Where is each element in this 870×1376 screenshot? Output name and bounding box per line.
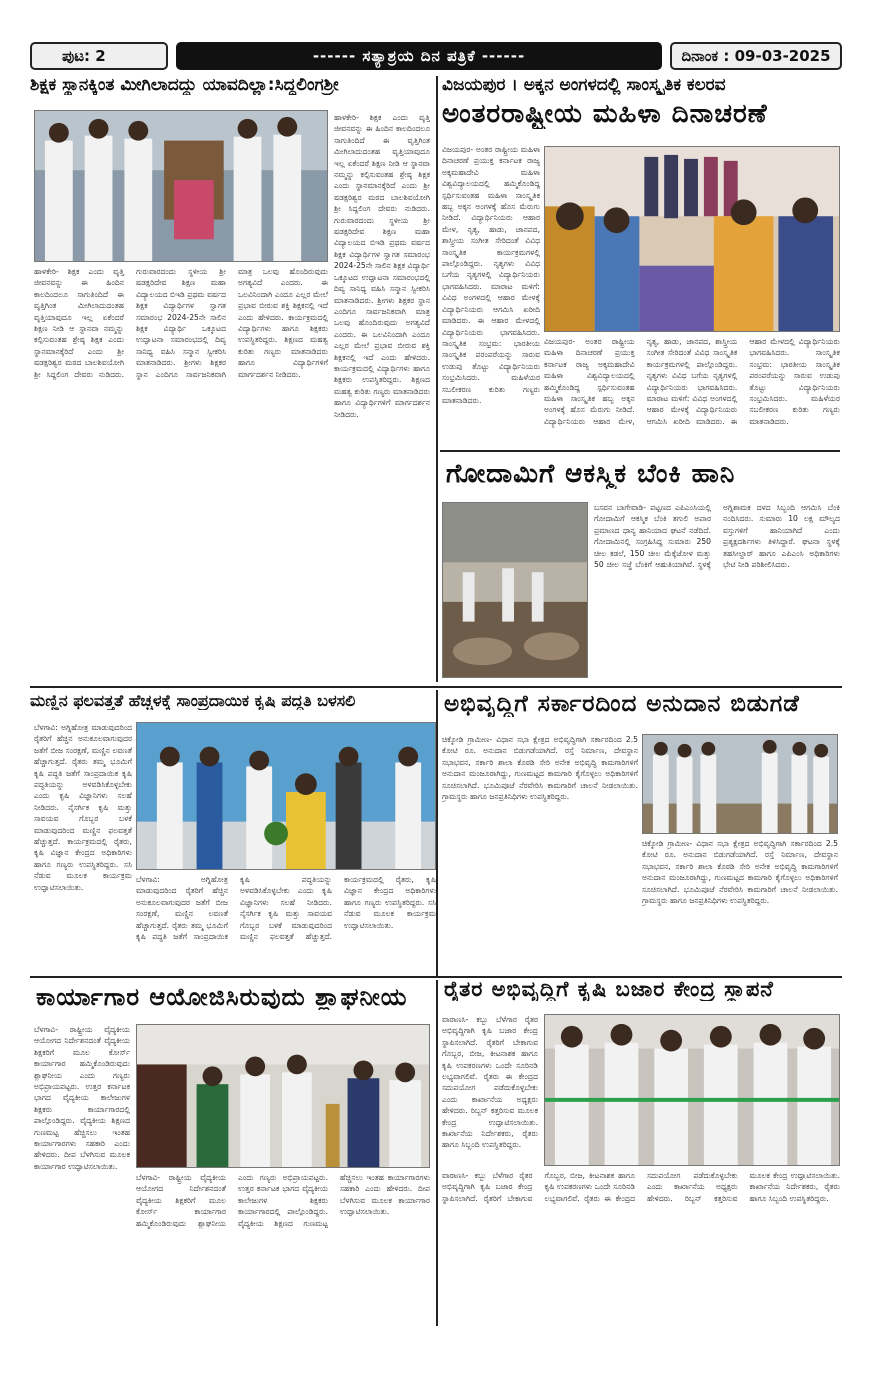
story1-headline: ಶಿಕ್ಷಕ ಸ್ಥಾನಕ್ಕಿಂತ ಮೀಗಿಲಾದದ್ದು ಯಾವದಿಲ್ಲಾ:ಸಿದ್ದಲಿಂಗಶ್ರೀ bbox=[30, 76, 339, 95]
story6-headline: ಕಾರ್ಯಾಗಾರ ಆಯೋಜಿಸಿರುವುದು ಶ್ಲಾಘನೀಯ bbox=[36, 984, 408, 1011]
story7-body-cont: ವಾರಾಣಸಿ- ಕಬ್ಬು ಬೆಳೆಗಾರ ರೈತರ ಅಭಿವೃದ್ಧಿಗಾಗಿ ಕೃಷಿ ಬಜಾರ ಕೇಂದ್ರ ಸ್ಥಾಪಿಸಲಾಗಿದೆ. ರೈತರಿಗೆ ಬೇಕಾಗುವ ಗೊಬ್ಬರ, ಬೀಜ, ಕೀಟನಾಶಕ ಹಾಗೂ ಕೃಷಿ ಉಪಕರಣಗಳು ಒಂದೇ ಸೂರಿನಡಿ ಲಭ್ಯವಾಗಲಿವೆ. ರೈತರು ಈ ಕೇಂದ್ರದ ಸದುಪಯೋಗ ಪಡೆದುಕೊಳ್ಳಬೇಕು ಎಂದು ಕಾರ್ಖಾನೆಯ ಅಧ್ಯಕ್ಷರು ಹೇಳಿದರು. ರಿಬ್ಬನ್ ಕತ್ತರಿಸುವ ಮೂಲಕ ಕೇಂದ್ರ ಉದ್ಘಾಟಿಸಲಾಯಿತು. ಕಾರ್ಖಾನೆಯ ನಿರ್ದೇಶಕರು, ರೈತರು ಹಾಗೂ ಸಿಬ್ಬಂದಿ ಉಪಸ್ಥಿತರಿದ್ದರು. bbox=[442, 1171, 840, 1203]
column-divider bbox=[436, 690, 438, 976]
story5-photo bbox=[642, 734, 838, 834]
story1-photo bbox=[34, 110, 328, 262]
story2-photo bbox=[544, 146, 840, 332]
issue-date: ದಿನಾಂಕ : 09-03-2025 bbox=[670, 42, 842, 70]
story4-headline: ಮಣ್ಣಿನ ಫಲವತ್ತತೆ ಹೆಚ್ಚಳಕ್ಕೆ ಸಾಂಪ್ರದಾಯಿಕ ಕೃಷಿ ಪದ್ಧತಿ ಬಳಸಲಿ bbox=[30, 692, 356, 710]
story3-headline: ಗೋದಾಮಿಗೆ ಆಕಸ್ಮಿಕ ಬೆಂಕಿ ಹಾನಿ bbox=[446, 460, 736, 489]
section-divider bbox=[440, 450, 840, 452]
story3-body: ಬಸವನ ಬಾಗೇವಾಡಿ- ಪಟ್ಟಣದ ಎಪಿಎಂಸಿಯಲ್ಲಿ ಗೋದಾಮಿಗೆ ಆಕಸ್ಮಿಕ ಬೆಂಕಿ ತಗುಲಿ ಅಪಾರ ಪ್ರಮಾಣದ ಧಾನ್ಯ ಹಾನಿಯಾದ ಘಟನೆ ನಡೆದಿದೆ. ಗೋದಾಮಿನಲ್ಲಿ ಸಂಗ್ರಹಿಸಿದ್ದ ಸುಮಾರು 250 ಚೀಲ ಕಡಲೆ, 150 ಚೀಲ ಮೆಕ್ಕೆಜೋಳ ಮತ್ತು 50 ಚೀಲ ಸಜ್ಜೆ ಬೆಂಕಿಗೆ ಆಹುತಿಯಾಗಿವೆ. ಸ್ಥಳಕ್ಕೆ ಅಗ್ನಿಶಾಮಕ ದಳದ ಸಿಬ್ಬಂದಿ ಆಗಮಿಸಿ ಬೆಂಕಿ ನಂದಿಸಿದರು. ಸುಮಾರು 10 ಲಕ್ಷ ಮೌಲ್ಯದ ವಸ್ತುಗಳಿಗೆ ಹಾನಿಯಾಗಿದೆ ಎಂದು ಪ್ರತ್ಯಕ್ಷದರ್ಶಿಗಳು ತಿಳಿಸಿದ್ದಾರೆ. ಘಟನಾ ಸ್ಥಳಕ್ಕೆ ತಹಸೀಲ್ದಾರ್ ಹಾಗೂ ಎಪಿಎಂಸಿ ಅಧಿಕಾರಿಗಳು ಭೇಟಿ ನೀಡಿ ಪರಿಶೀಲಿಸಿದರು. bbox=[594, 503, 840, 570]
story5-body-cont: ಚಿಕ್ಕೋಡಿ ಗ್ರಾಮೀಣ- ವಿಧಾನ ಸಭಾ ಕ್ಷೇತ್ರದ ಅಭಿವೃದ್ಧಿಗಾಗಿ ಸರ್ಕಾರದಿಂದ 2.5 ಕೋಟಿ ರೂ. ಅನುದಾನ ಬಿಡುಗಡೆಯಾಗಿದೆ. ರಸ್ತೆ ನಿರ್ಮಾಣ, ದೇವಸ್ಥಾನ ಸಭಾಭವನ, ಸರ್ಕಾರಿ ಶಾಲಾ ಕೊಠಡಿ ಸೇರಿ ಅನೇಕ ಅಭಿವೃದ್ಧಿ ಕಾಮಗಾರಿಗಳಿಗೆ ಅನುದಾನ ಮಂಜೂರಾಗಿದ್ದು, ಗುಣಮಟ್ಟದ ಕಾಮಗಾರಿ ಕೈಗೊಳ್ಳಲು ಅಧಿಕಾರಿಗಳಿಗೆ ಸೂಚಿಸಲಾಗಿದೆ. ಭೂಮಿಪೂಜೆ ನೆರವೇರಿಸಿ ಕಾಮಗಾರಿಗೆ ಚಾಲನೆ ನೀಡಲಾಯಿತು. ಗ್ರಾಮಸ್ಥರು ಹಾಗೂ ಜನಪ್ರತಿನಿಧಿಗಳು ಉಪಸ್ಥಿತರಿದ್ದರು. bbox=[642, 839, 838, 906]
paper-name: ------ ಸತ್ಯಾಶ್ರಯ ದಿನ ಪತ್ರಿಕೆ ------ bbox=[176, 42, 662, 70]
story1-body-cont: ಹಾಳಕೇರಿ- ಶಿಕ್ಷಕ ಎಂದು ವೃತ್ತಿ ಜೀವನವನ್ನು ಈ ಹಿಂದಿನ ಕಾಲದಿಂದಲೂ ಸಾಗುತಿಂದಿದೆ ಈ ವೃತ್ತಿಗಿಂತ ಮೀಗಿಲಾದುದಂತಹ ವೃತ್ತಿಯಾವುದೂ ಇಲ್ಲ ಏಕೆಂದರೆ ಶಿಕ್ಷಣ ನೀಡಿ ಆ ಸ್ಥಾನವಾ ನಮ್ಮನ್ನು ಕಲ್ಪಿಸುವಂತಹ ಶ್ರೇಷ್ಠ ಶಿಕ್ಷಕ ಎಂದು ಸ್ಥಾನಮಾನಕ್ಕೆರಿದೆ ಎಂದು ಶ್ರೀ ಷಡಕ್ಷರಿಶ್ವರ ಮಠದ ಬಾಲಶಿವಯೋಗಿ ಶ್ರೀ ಸಿದ್ದಲಿಂಗ ದೇವರು ನುಡಿದರು. ಗುರುವಾರದಂದು ಸ್ಥಳೀಯ ಶ್ರೀ ಷಡಕ್ಷರಿದೇವ ಶಿಕ್ಷಣ ಮಹಾ ವಿದ್ಯಾಲಯದ ಬಿಇಡಿ ಪ್ರಥಮ ವರ್ಷದ ಶಿಕ್ಷಕ ವಿದ್ಯಾರ್ಥಿಗಳ ಸ್ವಾಗತ ಸಮಾರಂಭ 2024-25ನೇ ಸಾಲಿನ ಶಿಕ್ಷಕ ವಿದ್ಯಾರ್ಥಿ ಒಕ್ಕೂಟದ ಉದ್ಘಾಟನಾ ಸಮಾರಂಭದಲ್ಲಿ ದಿವ್ಯ ಸಾನಿಧ್ಯ ವಹಿಸಿ ಸನ್ಮಾನ ಸ್ವೀಕರಿಸಿ ಮಾತನಾಡಿದರು. ಶ್ರೀಗಳು ಶಿಕ್ಷಕರ ಸ್ಥಾನ ಎಂದಿಗೂ ಸಾರ್ವಜನಿಕವಾಗಿ ಮಾತ್ರ ಒಲವು ಹೊಂದಿರುವುದು ಅಗತ್ಯವಿದೆ ಎಂದರು. ಈ ಒಲವಿನಿಂದಾಗಿ ಎಂದೂ ಎಲ್ಲರ ಮೇಲೆ ಪ್ರಭಾವ ಬೀರುವ ಶಕ್ತಿ ಶಿಕ್ಷಕನಲ್ಲಿ ಇದೆ ಎಂದು ಹೇಳಿದರು. ಕಾರ್ಯಕ್ರಮದಲ್ಲಿ ವಿದ್ಯಾರ್ಥಿಗಳು ಹಾಗೂ ಶಿಕ್ಷಕರು ಉಪಸ್ಥಿತರಿದ್ದರು. ಶಿಕ್ಷಣದ ಮಹತ್ವ ಕುರಿತು ಗಣ್ಯರು ಮಾತನಾಡಿದರು ಹಾಗೂ ವಿದ್ಯಾರ್ಥಿಗಳಿಗೆ ಮಾರ್ಗದರ್ಶನ ನೀಡಿದರು. bbox=[334, 113, 430, 419]
story7-headline: ರೈತರ ಅಭಿವೃದ್ಧಿಗೆ ಕೃಷಿ ಬಜಾರ ಕೇಂದ್ರ ಸ್ಥಾಪನೆ bbox=[444, 978, 774, 1001]
story5-body: ಚಿಕ್ಕೋಡಿ ಗ್ರಾಮೀಣ- ವಿಧಾನ ಸಭಾ ಕ್ಷೇತ್ರದ ಅಭಿವೃದ್ಧಿಗಾಗಿ ಸರ್ಕಾರದಿಂದ 2.5 ಕೋಟಿ ರೂ. ಅನುದಾನ ಬಿಡುಗಡೆಯಾಗಿದೆ. ರಸ್ತೆ ನಿರ್ಮಾಣ, ದೇವಸ್ಥಾನ ಸಭಾಭವನ, ಸರ್ಕಾರಿ ಶಾಲಾ ಕೊಠಡಿ ಸೇರಿ ಅನೇಕ ಅಭಿವೃದ್ಧಿ ಕಾಮಗಾರಿಗಳಿಗೆ ಅನುದಾನ ಮಂಜೂರಾಗಿದ್ದು, ಗುಣಮಟ್ಟದ ಕಾಮಗಾರಿ ಕೈಗೊಳ್ಳಲು ಅಧಿಕಾರಿಗಳಿಗೆ ಸೂಚಿಸಲಾಗಿದೆ. ಭೂಮಿಪೂಜೆ ನೆರವೇರಿಸಿ ಕಾಮಗಾರಿಗೆ ಚಾಲನೆ ನೀಡಲಾಯಿತು. ಗ್ರಾಮಸ್ಥರು ಹಾಗೂ ಜನಪ್ರತಿನಿಧಿಗಳು ಉಪಸ್ಥಿತರಿದ್ದರು. bbox=[442, 735, 638, 802]
story7-photo bbox=[544, 1014, 840, 1166]
column-divider bbox=[436, 76, 438, 682]
story6-body-cont: ಬೆಳಗಾವಿ- ರಾಷ್ಟ್ರೀಯ ವೈದ್ಯಕೀಯ ಆಯೋಗದ ನಿರ್ದೇಶನದಂತೆ ವೈದ್ಯಕೀಯ ಶಿಕ್ಷಕರಿಗೆ ಮೂಲ ಕೋರ್ಸ್ ಕಾರ್ಯಾಗಾರ ಹಮ್ಮಿಕೊಂಡಿರುವುದು ಶ್ಲಾಘನೀಯ ಎಂದು ಗಣ್ಯರು ಅಭಿಪ್ರಾಯಪಟ್ಟರು. ಉತ್ತರ ಕರ್ನಾಟಕ ಭಾಗದ ವೈದ್ಯಕೀಯ ಕಾಲೇಜುಗಳ ಶಿಕ್ಷಕರು ಕಾರ್ಯಾಗಾರದಲ್ಲಿ ಪಾಲ್ಗೊಂಡಿದ್ದರು. ವೈದ್ಯಕೀಯ ಶಿಕ್ಷಣದ ಗುಣಮಟ್ಟ ಹೆಚ್ಚಿಸಲು ಇಂತಹ ಕಾರ್ಯಾಗಾರಗಳು ಸಹಕಾರಿ ಎಂದು ಹೇಳಿದರು. ದೀಪ ಬೆಳಗಿಸುವ ಮೂಲಕ ಕಾರ್ಯಾಗಾರ ಉದ್ಘಾಟಿಸಲಾಯಿತು. bbox=[136, 1173, 430, 1228]
story5-headline: ಅಭಿವೃದ್ಧಿಗೆ ಸರ್ಕಾರದಿಂದ ಅನುದಾನ ಬಿಡುಗಡೆ bbox=[444, 692, 800, 717]
story4-body-cont: ಬೆಳಗಾವಿ: ಅಗ್ನಿಹೋತ್ರ ಮಾಡುವುದರಿಂದ ರೈತರಿಗೆ ಹೆಚ್ಚಿನ ಅನುಕೂಲವಾಗುವುದರ ಜತೆಗೆ ಬೀಜ ಸಂರಕ್ಷಣೆ, ಮಣ್ಣಿನ ಲವಣತೆ ಹೆಚ್ಚಾಗುತ್ತದೆ. ರೈತರು ತಮ್ಮ ಭೂಮಿಗೆ ಕೃಷಿ ಪದ್ಧತಿ ಜತೆಗೆ ಸಾಂಪ್ರದಾಯಿಕ ಕೃಷಿ ಪದ್ಧತಿಯನ್ನು ಅಳವಡಿಸಿಕೊಳ್ಳಬೇಕು ಎಂದು ಕೃಷಿ ವಿಜ್ಞಾನಿಗಳು ಸಲಹೆ ನೀಡಿದರು. ನೈಸರ್ಗಿಕ ಕೃಷಿ ಮತ್ತು ಸಾವಯವ ಗೊಬ್ಬರ ಬಳಕೆ ಮಾಡುವುದರಿಂದ ಮಣ್ಣಿನ ಫಲವತ್ತತೆ ಹೆಚ್ಚುತ್ತದೆ. ಕಾರ್ಯಕ್ರಮದಲ್ಲಿ ರೈತರು, ಕೃಷಿ ವಿಜ್ಞಾನ ಕೇಂದ್ರದ ಅಧಿಕಾರಿಗಳು ಹಾಗೂ ಗಣ್ಯರು ಉಪಸ್ಥಿತರಿದ್ದರು. ಸಸಿ ನೆಡುವ ಮೂಲಕ ಕಾರ್ಯಕ್ರಮ ಉದ್ಘಾಟಿಸಲಾಯಿತು. bbox=[136, 875, 436, 942]
column-divider bbox=[436, 980, 438, 1326]
story7-body: ವಾರಾಣಸಿ- ಕಬ್ಬು ಬೆಳೆಗಾರ ರೈತರ ಅಭಿವೃದ್ಧಿಗಾಗಿ ಕೃಷಿ ಬಜಾರ ಕೇಂದ್ರ ಸ್ಥಾಪಿಸಲಾಗಿದೆ. ರೈತರಿಗೆ ಬೇಕಾಗುವ ಗೊಬ್ಬರ, ಬೀಜ, ಕೀಟನಾಶಕ ಹಾಗೂ ಕೃಷಿ ಉಪಕರಣಗಳು ಒಂದೇ ಸೂರಿನಡಿ ಲಭ್ಯವಾಗಲಿವೆ. ರೈತರು ಈ ಕೇಂದ್ರದ ಸದುಪಯೋಗ ಪಡೆದುಕೊಳ್ಳಬೇಕು ಎಂದು ಕಾರ್ಖಾನೆಯ ಅಧ್ಯಕ್ಷರು ಹೇಳಿದರು. ರಿಬ್ಬನ್ ಕತ್ತರಿಸುವ ಮೂಲಕ ಕೇಂದ್ರ ಉದ್ಘಾಟಿಸಲಾಯಿತು. ಕಾರ್ಖಾನೆಯ ನಿರ್ದೇಶಕರು, ರೈತರು ಹಾಗೂ ಸಿಬ್ಬಂದಿ ಉಪಸ್ಥಿತರಿದ್ದರು. bbox=[442, 1015, 538, 1150]
story1-body: ಹಾಳಕೇರಿ- ಶಿಕ್ಷಕ ಎಂದು ವೃತ್ತಿ ಜೀವನವನ್ನು ಈ ಹಿಂದಿನ ಕಾಲದಿಂದಲೂ ಸಾಗುತಿಂದಿದೆ ಈ ವೃತ್ತಿಗಿಂತ ಮೀಗಿಲಾದುದಂತಹ ವೃತ್ತಿಯಾವುದೂ ಇಲ್ಲ ಏಕೆಂದರೆ ಶಿಕ್ಷಣ ನೀಡಿ ಆ ಸ್ಥಾನವಾ ನಮ್ಮನ್ನು ಕಲ್ಪಿಸುವಂತಹ ಶ್ರೇಷ್ಠ ಶಿಕ್ಷಕ ಎಂದು ಸ್ಥಾನಮಾನಕ್ಕೆರಿದೆ ಎಂದು ಶ್ರೀ ಷಡಕ್ಷರಿಶ್ವರ ಮಠದ ಬಾಲಶಿವಯೋಗಿ ಶ್ರೀ ಸಿದ್ದಲಿಂಗ ದೇವರು ನುಡಿದರು. ಗುರುವಾರದಂದು ಸ್ಥಳೀಯ ಶ್ರೀ ಷಡಕ್ಷರಿದೇವ ಶಿಕ್ಷಣ ಮಹಾ ವಿದ್ಯಾಲಯದ ಬಿಇಡಿ ಪ್ರಥಮ ವರ್ಷದ ಶಿಕ್ಷಕ ವಿದ್ಯಾರ್ಥಿಗಳ ಸ್ವಾಗತ ಸಮಾರಂಭ 2024-25ನೇ ಸಾಲಿನ ಶಿಕ್ಷಕ ವಿದ್ಯಾರ್ಥಿ ಒಕ್ಕೂಟದ ಉದ್ಘಾಟನಾ ಸಮಾರಂಭದಲ್ಲಿ ದಿವ್ಯ ಸಾನಿಧ್ಯ ವಹಿಸಿ ಸನ್ಮಾನ ಸ್ವೀಕರಿಸಿ ಮಾತನಾಡಿದರು. ಶ್ರೀಗಳು ಶಿಕ್ಷಕರ ಸ್ಥಾನ ಎಂದಿಗೂ ಸಾರ್ವಜನಿಕವಾಗಿ ಮಾತ್ರ ಒಲವು ಹೊಂದಿರುವುದು ಅಗತ್ಯವಿದೆ ಎಂದರು. ಈ ಒಲವಿನಿಂದಾಗಿ ಎಂದೂ ಎಲ್ಲರ ಮೇಲೆ ಪ್ರಭಾವ ಬೀರುವ ಶಕ್ತಿ ಶಿಕ್ಷಕನಲ್ಲಿ ಇದೆ ಎಂದು ಹೇಳಿದರು. ಕಾರ್ಯಕ್ರಮದಲ್ಲಿ ವಿದ್ಯಾರ್ಥಿಗಳು ಹಾಗೂ ಶಿಕ್ಷಕರು ಉಪಸ್ಥಿತರಿದ್ದರು. ಶಿಕ್ಷಣದ ಮಹತ್ವ ಕುರಿತು ಗಣ್ಯರು ಮಾತನಾಡಿದರು ಹಾಗೂ ವಿದ್ಯಾರ್ಥಿಗಳಿಗೆ ಮಾರ್ಗದರ್ಶನ ನೀಡಿದರು. bbox=[34, 267, 328, 379]
story2-body-cont: ವಿಜಯಪುರ- ಅಂತರ ರಾಷ್ಟ್ರೀಯ ಮಹಿಳಾ ದಿನಾಚರಣೆ ಪ್ರಯುಕ್ತ ಕರ್ನಾಟಕ ರಾಜ್ಯ ಅಕ್ಕಮಹಾದೇವಿ ಮಹಿಳಾ ವಿಶ್ವವಿದ್ಯಾಲಯದಲ್ಲಿ ಹಮ್ಮಿಕೊಂಡಿದ್ದ ಸ್ಪರ್ಧಿಸುವಂತಹ ಮಹಿಳಾ ಸಾಂಸ್ಕೃತಿಕ ಹಬ್ಬ ಅಕ್ಕನ ಅಂಗಳಕ್ಕೆ ಹೊಸ ಮೆರುಗು ನೀಡಿದೆ. ವಿದ್ಯಾರ್ಥಿನಿಯರು ಆಹಾರ ಮೇಳ, ನೃತ್ಯ, ಹಾಡು, ಜಾನಪದ, ಶಾಸ್ತ್ರೀಯ ಸಂಗೀತ ಸೇರಿದಂತೆ ವಿವಿಧ ಸಾಂಸ್ಕೃತಿಕ ಕಾರ್ಯಕ್ರಮಗಳಲ್ಲಿ ಪಾಲ್ಗೊಂಡಿದ್ದರು. ನೃತ್ಯಗಳು ವಿವಿಧ ಬಗೆಯ ನೃತ್ಯಗಳಲ್ಲಿ ವಿದ್ಯಾರ್ಥಿನಿಯರು ಭಾಗವಹಿಸಿದರು. ಮಾರಾಟ ಮಳಿಗೆ: ವಿವಿಧ ಅಂಗಳದಲ್ಲಿ ಆಹಾರ ಮೇಳಕ್ಕೆ ವಿದ್ಯಾರ್ಥಿನಿಯರು ಆಗಮಿಸಿ ಖರೀದಿ ಮಾಡಿದರು. ಈ ಆಹಾರ ಮೇಳದಲ್ಲಿ ವಿದ್ಯಾರ್ಥಿನಿಯರು ಭಾಗವಹಿಸಿದರು. ಸಾಂಸ್ಕೃತಿಕ ಸಂಭ್ರಮ: ಭಾರತೀಯ ಸಾಂಸ್ಕೃತಿಕ ಪರಂಪರೆಯನ್ನು ಸಾರುವ ಉಡುಪು ತೊಟ್ಟು ವಿದ್ಯಾರ್ಥಿನಿಯರು ಸಂಭ್ರಮಿಸಿದರು. ಮಹಿಳೆಯರ ಸಬಲೀಕರಣ ಕುರಿತು ಗಣ್ಯರು ಮಾತನಾಡಿದರು. bbox=[544, 337, 840, 426]
story2-headline: ಅಂತರರಾಷ್ಟ್ರೀಯ ಮಹಿಳಾ ದಿನಾಚರಣೆ bbox=[442, 100, 768, 129]
story6-photo bbox=[136, 1024, 430, 1168]
story6-body: ಬೆಳಗಾವಿ- ರಾಷ್ಟ್ರೀಯ ವೈದ್ಯಕೀಯ ಆಯೋಗದ ನಿರ್ದೇಶನದಂತೆ ವೈದ್ಯಕೀಯ ಶಿಕ್ಷಕರಿಗೆ ಮೂಲ ಕೋರ್ಸ್ ಕಾರ್ಯಾಗಾರ ಹಮ್ಮಿಕೊಂಡಿರುವುದು ಶ್ಲಾಘನೀಯ ಎಂದು ಗಣ್ಯರು ಅಭಿಪ್ರಾಯಪಟ್ಟರು. ಉತ್ತರ ಕರ್ನಾಟಕ ಭಾಗದ ವೈದ್ಯಕೀಯ ಕಾಲೇಜುಗಳ ಶಿಕ್ಷಕರು ಕಾರ್ಯಾಗಾರದಲ್ಲಿ ಪಾಲ್ಗೊಂಡಿದ್ದರು. ವೈದ್ಯಕೀಯ ಶಿಕ್ಷಣದ ಗುಣಮಟ್ಟ ಹೆಚ್ಚಿಸಲು ಇಂತಹ ಕಾರ್ಯಾಗಾರಗಳು ಸಹಕಾರಿ ಎಂದು ಹೇಳಿದರು. ದೀಪ ಬೆಳಗಿಸುವ ಮೂಲಕ ಕಾರ್ಯಾಗಾರ ಉದ್ಘಾಟಿಸಲಾಯಿತು. bbox=[34, 1025, 130, 1171]
story3-photo bbox=[442, 502, 588, 678]
masthead bbox=[30, 42, 842, 70]
story2-kicker: ವಿಜಯಪುರ । ಅಕ್ಕನ ಅಂಗಳದಲ್ಲಿ ಸಾಂಸ್ಕೃತಿಕ ಕಲರವ bbox=[442, 76, 726, 95]
page-number: ಪುಟ: 2 bbox=[30, 42, 168, 70]
section-divider bbox=[30, 686, 842, 688]
story4-photo bbox=[136, 722, 436, 870]
story2-body: ವಿಜಯಪುರ- ಅಂತರ ರಾಷ್ಟ್ರೀಯ ಮಹಿಳಾ ದಿನಾಚರಣೆ ಪ್ರಯುಕ್ತ ಕರ್ನಾಟಕ ರಾಜ್ಯ ಅಕ್ಕಮಹಾದೇವಿ ಮಹಿಳಾ ವಿಶ್ವವಿದ್ಯಾಲಯದಲ್ಲಿ ಹಮ್ಮಿಕೊಂಡಿದ್ದ ಸ್ಪರ್ಧಿಸುವಂತಹ ಮಹಿಳಾ ಸಾಂಸ್ಕೃತಿಕ ಹಬ್ಬ ಅಕ್ಕನ ಅಂಗಳಕ್ಕೆ ಹೊಸ ಮೆರುಗು ನೀಡಿದೆ. ವಿದ್ಯಾರ್ಥಿನಿಯರು ಆಹಾರ ಮೇಳ, ನೃತ್ಯ, ಹಾಡು, ಜಾನಪದ, ಶಾಸ್ತ್ರೀಯ ಸಂಗೀತ ಸೇರಿದಂತೆ ವಿವಿಧ ಸಾಂಸ್ಕೃತಿಕ ಕಾರ್ಯಕ್ರಮಗಳಲ್ಲಿ ಪಾಲ್ಗೊಂಡಿದ್ದರು. ನೃತ್ಯಗಳು ವಿವಿಧ ಬಗೆಯ ನೃತ್ಯಗಳಲ್ಲಿ ವಿದ್ಯಾರ್ಥಿನಿಯರು ಭಾಗವಹಿಸಿದರು. ಮಾರಾಟ ಮಳಿಗೆ: ವಿವಿಧ ಅಂಗಳದಲ್ಲಿ ಆಹಾರ ಮೇಳಕ್ಕೆ ವಿದ್ಯಾರ್ಥಿನಿಯರು ಆಗಮಿಸಿ ಖರೀದಿ ಮಾಡಿದರು. ಈ ಆಹಾರ ಮೇಳದಲ್ಲಿ ವಿದ್ಯಾರ್ಥಿನಿಯರು ಭಾಗವಹಿಸಿದರು. ಸಾಂಸ್ಕೃತಿಕ ಸಂಭ್ರಮ: ಭಾರತೀಯ ಸಾಂಸ್ಕೃತಿಕ ಪರಂಪರೆಯನ್ನು ಸಾರುವ ಉಡುಪು ತೊಟ್ಟು ವಿದ್ಯಾರ್ಥಿನಿಯರು ಸಂಭ್ರಮಿಸಿದರು. ಮಹಿಳೆಯರ ಸಬಲೀಕರಣ ಕುರಿತು ಗಣ್ಯರು ಮಾತನಾಡಿದರು. bbox=[442, 145, 540, 405]
story4-body: ಬೆಳಗಾವಿ: ಅಗ್ನಿಹೋತ್ರ ಮಾಡುವುದರಿಂದ ರೈತರಿಗೆ ಹೆಚ್ಚಿನ ಅನುಕೂಲವಾಗುವುದರ ಜತೆಗೆ ಬೀಜ ಸಂರಕ್ಷಣೆ, ಮಣ್ಣಿನ ಲವಣತೆ ಹೆಚ್ಚಾಗುತ್ತದೆ. ರೈತರು ತಮ್ಮ ಭೂಮಿಗೆ ಕೃಷಿ ಪದ್ಧತಿ ಜತೆಗೆ ಸಾಂಪ್ರದಾಯಿಕ ಕೃಷಿ ಪದ್ಧತಿಯನ್ನು ಅಳವಡಿಸಿಕೊಳ್ಳಬೇಕು ಎಂದು ಕೃಷಿ ವಿಜ್ಞಾನಿಗಳು ಸಲಹೆ ನೀಡಿದರು. ನೈಸರ್ಗಿಕ ಕೃಷಿ ಮತ್ತು ಸಾವಯವ ಗೊಬ್ಬರ ಬಳಕೆ ಮಾಡುವುದರಿಂದ ಮಣ್ಣಿನ ಫಲವತ್ತತೆ ಹೆಚ್ಚುತ್ತದೆ. ಕಾರ್ಯಕ್ರಮದಲ್ಲಿ ರೈತರು, ಕೃಷಿ ವಿಜ್ಞಾನ ಕೇಂದ್ರದ ಅಧಿಕಾರಿಗಳು ಹಾಗೂ ಗಣ್ಯರು ಉಪಸ್ಥಿತರಿದ್ದರು. ಸಸಿ ನೆಡುವ ಮೂಲಕ ಕಾರ್ಯಕ್ರಮ ಉದ್ಘಾಟಿಸಲಾಯಿತು. bbox=[34, 723, 132, 892]
